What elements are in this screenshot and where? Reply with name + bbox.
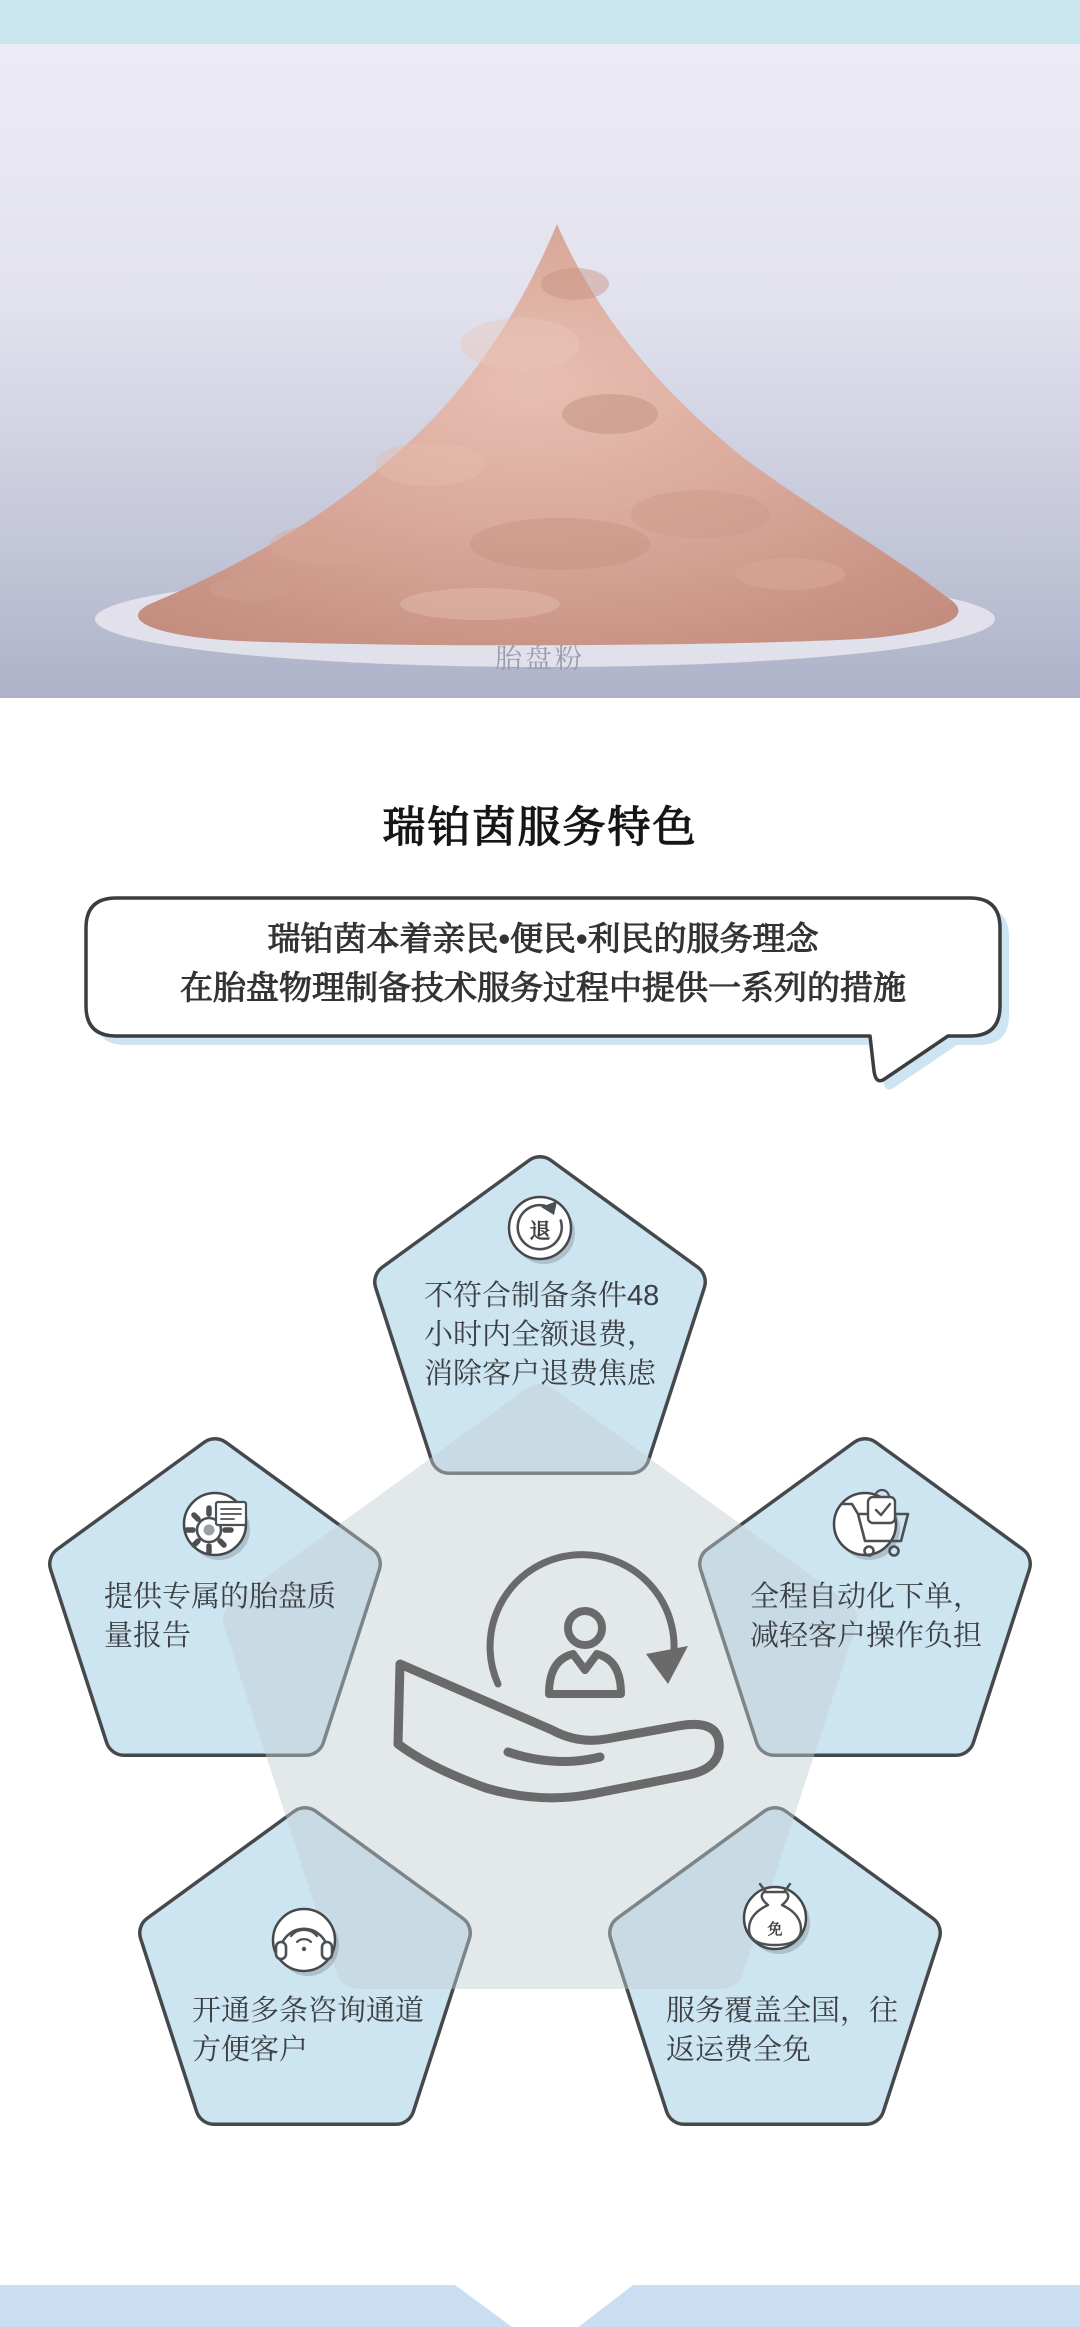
feature-text-line: 量报告 (104, 1620, 192, 1652)
feature-text-auto-order (750, 1578, 982, 1656)
feature-text-line: 不符合制备条件48 (424, 1280, 660, 1312)
feature-text-consultation (192, 1992, 424, 2070)
bubble-line-1: 瑞铂茵本着亲民•便民•利民的服务理念 (267, 920, 819, 957)
free-glyph: 免 (767, 1921, 783, 1938)
speech-bubble-text (86, 914, 1000, 1012)
section-title: 瑞铂茵服务特色 (382, 804, 698, 852)
feature-text-line: 减轻客户操作负担 (750, 1620, 983, 1652)
center-pentagon (245, 1406, 835, 1967)
bubble-line-2: 在胎盘物理制备技术服务过程中提供一系列的措施 (180, 969, 906, 1006)
feature-text-refund (424, 1277, 659, 1394)
feature-text-quality-report (104, 1578, 336, 1656)
feature-text-free-shipping (666, 1992, 898, 2070)
feature-text-line: 全程自动化下单， (750, 1581, 983, 1613)
feature-text-line: 服务覆盖全国，往 (666, 1995, 899, 2027)
feature-text-line: 小时内全额退费， (424, 1319, 657, 1351)
feature-text-line: 方便客户 (192, 2034, 309, 2066)
feature-text-line: 开通多条咨询通道 (192, 1995, 425, 2027)
refund-glyph: 退 (529, 1220, 551, 1243)
feature-text-line: 提供专属的胎盘质 (104, 1581, 337, 1613)
feature-text-line: 消除客户退费焦虑 (424, 1358, 657, 1390)
bottom-band (0, 2285, 1080, 2327)
feature-text-line: 返运费全免 (666, 2034, 812, 2066)
photo-caption: 胎盘粉 (495, 644, 585, 674)
